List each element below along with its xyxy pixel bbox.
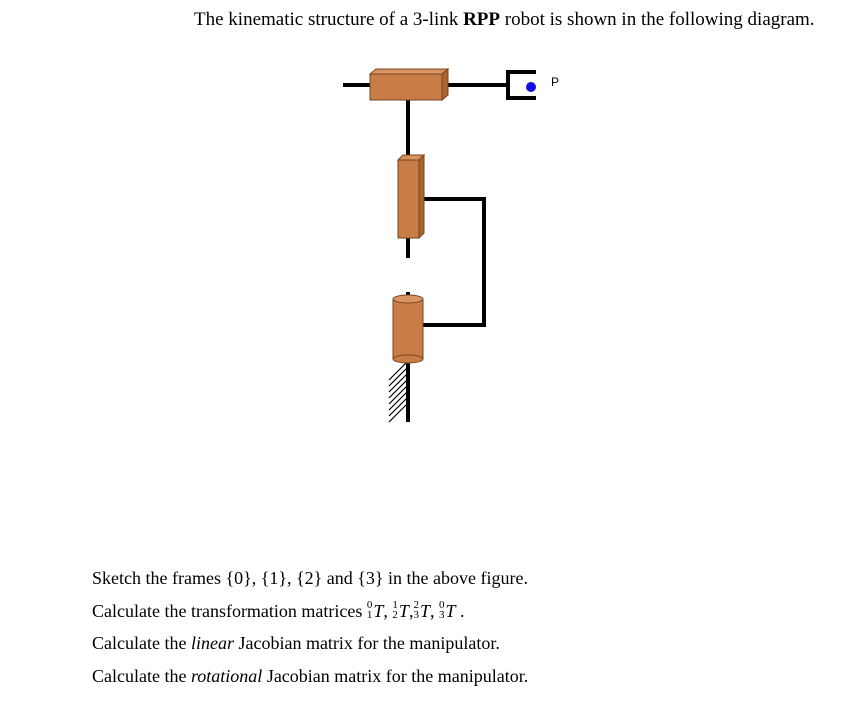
matrix-separator: , (429, 600, 439, 621)
question-3 (92, 627, 528, 660)
prismatic-joint-3 (370, 69, 448, 100)
matrix-0-3 (439, 595, 456, 628)
robot-type: RPP (463, 9, 501, 30)
matrix-symbol: T (419, 600, 430, 621)
prismatic-joint-2 (398, 155, 424, 238)
matrix-scripts (413, 600, 419, 620)
question-4-after: Jacobian matrix for the manipulator. (262, 665, 529, 686)
title-text-after: robot is shown in the following diagram. (500, 9, 815, 30)
question-list (92, 562, 528, 692)
link1-c-frame (423, 199, 484, 325)
matrix-separator: , (408, 600, 414, 621)
end-effector-point (526, 82, 536, 92)
matrix-superscript: 1 (392, 599, 398, 612)
matrix-scripts (439, 600, 445, 620)
matrix-scripts (392, 600, 398, 620)
matrix-2-3 (413, 595, 430, 628)
question-4 (92, 660, 528, 693)
matrix-symbol: T (445, 600, 456, 621)
matrix-subscript: 3 (438, 609, 445, 622)
matrix-superscript: 0 (366, 599, 373, 612)
ground-hatch (389, 362, 407, 422)
point-label: P (551, 75, 560, 89)
matrix-symbol: T (373, 600, 384, 621)
question-4-emphasis: rotational (190, 665, 263, 686)
matrix-subscript: 3 (413, 609, 419, 622)
matrix-scripts (367, 600, 373, 620)
question-1: Sketch the frames {0}, {1}, {2} and {3} in the above figure. (92, 568, 529, 588)
question-2-prefix: Calculate the transformation matrices (92, 600, 367, 621)
matrix-separator: , (383, 600, 393, 621)
matrix-subscript: 2 (392, 609, 398, 622)
question-4-before: Calculate the (92, 665, 191, 686)
transformation-matrices (367, 601, 465, 621)
matrix-superscript: 0 (438, 599, 445, 612)
question-3-before: Calculate the (92, 633, 191, 653)
matrix-0-1 (367, 595, 384, 628)
matrix-superscript: 2 (413, 599, 419, 612)
matrix-1-2 (392, 595, 409, 628)
revolute-joint-1 (393, 295, 423, 363)
title-text-before: The kinematic structure of a 3-link (194, 9, 464, 30)
question-3-after: Jacobian matrix for the manipulator. (233, 633, 500, 653)
matrix-symbol: T (398, 600, 409, 621)
question-3-emphasis: linear (190, 633, 234, 653)
matrix-subscript: 1 (366, 609, 373, 622)
matrix-separator: . (455, 600, 465, 621)
question-2 (92, 595, 528, 628)
